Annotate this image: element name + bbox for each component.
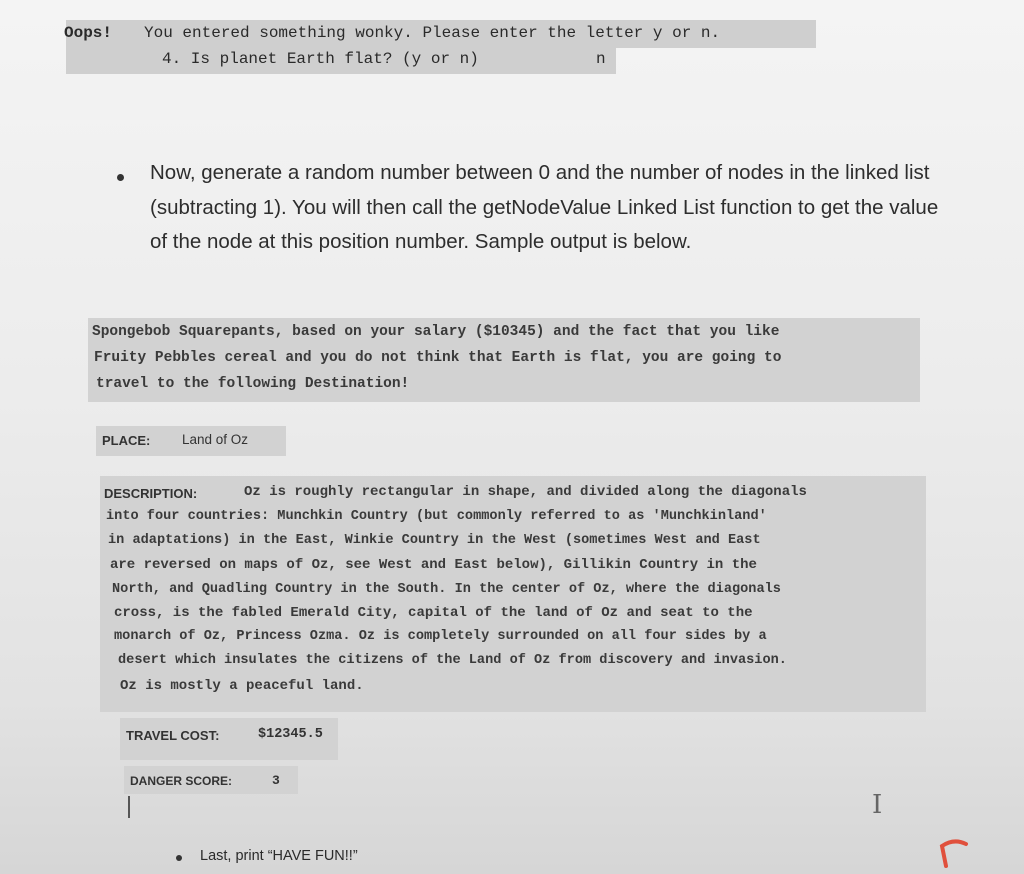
description-line: Oz is mostly a peaceful land. <box>120 678 364 694</box>
description-line: into four countries: Munchkin Country (but commonly referred to as 'Munchkinland' <box>106 509 767 524</box>
last-instruction: Last, print “HAVE FUN!!” <box>200 848 358 864</box>
description-line: Oz is roughly rectangular in shape, and divided along the diagonals <box>244 484 807 500</box>
description-line: cross, is the fabled Emerald City, capital of the land of Oz and seat to the <box>114 605 753 621</box>
place-label: PLACE: <box>102 433 151 448</box>
travel-cost-label: TRAVEL COST: <box>126 728 220 743</box>
description-line: monarch of Oz, Princess Ozma. Oz is completely surrounded on all four sides by a <box>114 629 767 644</box>
answer-text: n <box>596 50 606 68</box>
question-prompt: 4. Is planet Earth flat? (y or n) <box>162 50 479 68</box>
description-line: in adaptations) in the East, Winkie Country in the West (sometimes West and East <box>108 533 761 548</box>
bullet-icon <box>176 855 182 861</box>
output-intro-line: Fruity Pebbles cereal and you do not think that Earth is flat, you are going to <box>94 350 782 366</box>
description-label: DESCRIPTION: <box>104 486 198 501</box>
bullet-icon <box>117 174 124 181</box>
instruction-paragraph: Now, generate a random number between 0 and the number of nodes in the linked list (subtracting 1). You will then call the getNodeValue Linked List function to get the value of the node at this position number. Sample output is below. <box>150 161 939 253</box>
text-cursor <box>128 796 130 818</box>
danger-score-value: 3 <box>272 773 280 788</box>
travel-cost-value: $12345.5 <box>258 727 323 742</box>
oops-text: Oops! <box>64 24 113 42</box>
output-intro-line: travel to the following Destination! <box>96 376 410 392</box>
description-line: are reversed on maps of Oz, see West and East below), Gillikin Country in the <box>110 557 757 573</box>
ibeam-cursor-icon: I <box>872 790 883 820</box>
red-annotation-mark <box>932 830 972 870</box>
danger-score-label: DANGER SCORE: <box>130 774 233 788</box>
description-line: desert which insulates the citizens of the Land of Oz from discovery and invasion. <box>118 653 787 668</box>
place-value: Land of Oz <box>182 432 249 447</box>
description-line: North, and Quadling Country in the South. In the center of Oz, where the diagonals <box>112 582 781 597</box>
error-message: You entered something wonky. Please enter the letter y or n. <box>144 24 721 42</box>
output-intro-line: Spongebob Squarepants, based on your salary ($10345) and the fact that you like <box>92 324 780 340</box>
